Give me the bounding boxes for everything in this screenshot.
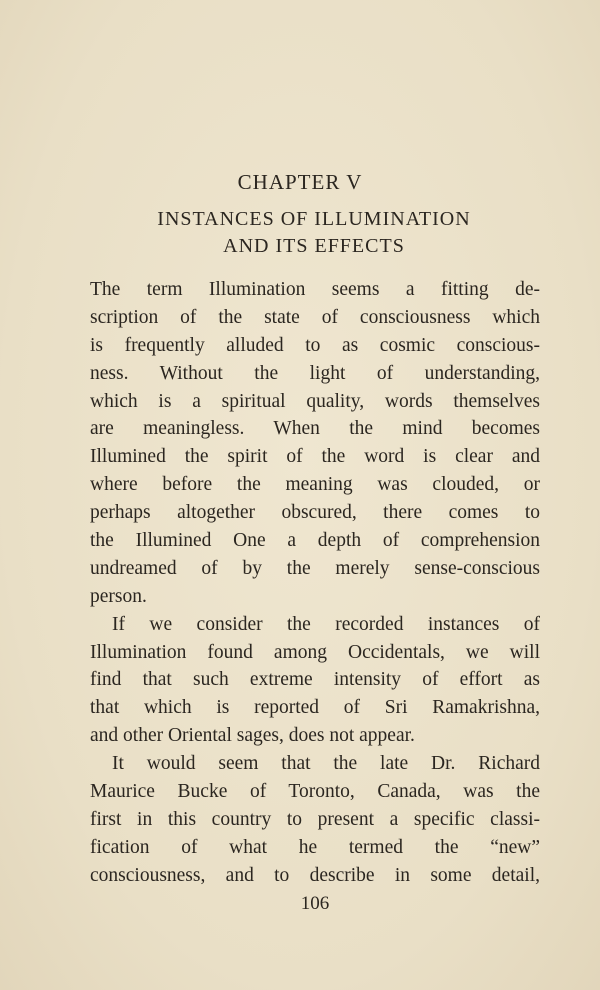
text-line: ness. Without the light of understanding, [90,362,540,384]
text-line: The term Illumination seems a fitting de- [90,279,540,300]
text-line: that which is reported of Sri Ramakrishna, [90,697,540,719]
text-line: consciousness, and to describe in some detail, [90,864,540,886]
page-number: 106 [300,893,330,914]
chapter-heading: CHAPTER V [237,170,363,194]
text-line: first in this country to present a specific classi- [90,808,540,830]
text-line: It would seem that the late Dr. Richard [112,753,540,775]
body-text [90,276,540,890]
text-line: If we consider the recorded instances of [112,613,540,635]
text-line: perhaps altogether obscured, there comes to [90,502,540,524]
text-line: fication of what he termed the “new” [90,836,540,858]
text-line: is frequently alluded to as cosmic conscious- [90,334,540,356]
text-line: Illumined the spirit of the word is clear and [90,446,540,468]
chapter-title-line-2: AND ITS EFFECTS [223,235,405,257]
text-line: undreamed of by the merely sense-conscious [90,557,540,579]
text-line: where before the meaning was clouded, or [90,474,540,496]
chapter-title-line-1: INSTANCES OF ILLUMINATION [157,208,471,230]
text-line: person. [90,585,147,607]
text-line: the Illumined One a depth of comprehension [90,530,540,552]
text-line: which is a spiritual quality, words themselves [90,390,540,412]
text-line: are meaningless. When the mind becomes [90,418,540,440]
text-line: scription of the state of consciousness which [90,306,540,328]
text-line: Illumination found among Occidentals, we will [90,641,540,663]
text-line: and other Oriental sages, does not appear. [90,725,415,747]
text-line: Maurice Bucke of Toronto, Canada, was the [90,781,540,803]
text-line: find that such extreme intensity of effort as [90,669,540,691]
